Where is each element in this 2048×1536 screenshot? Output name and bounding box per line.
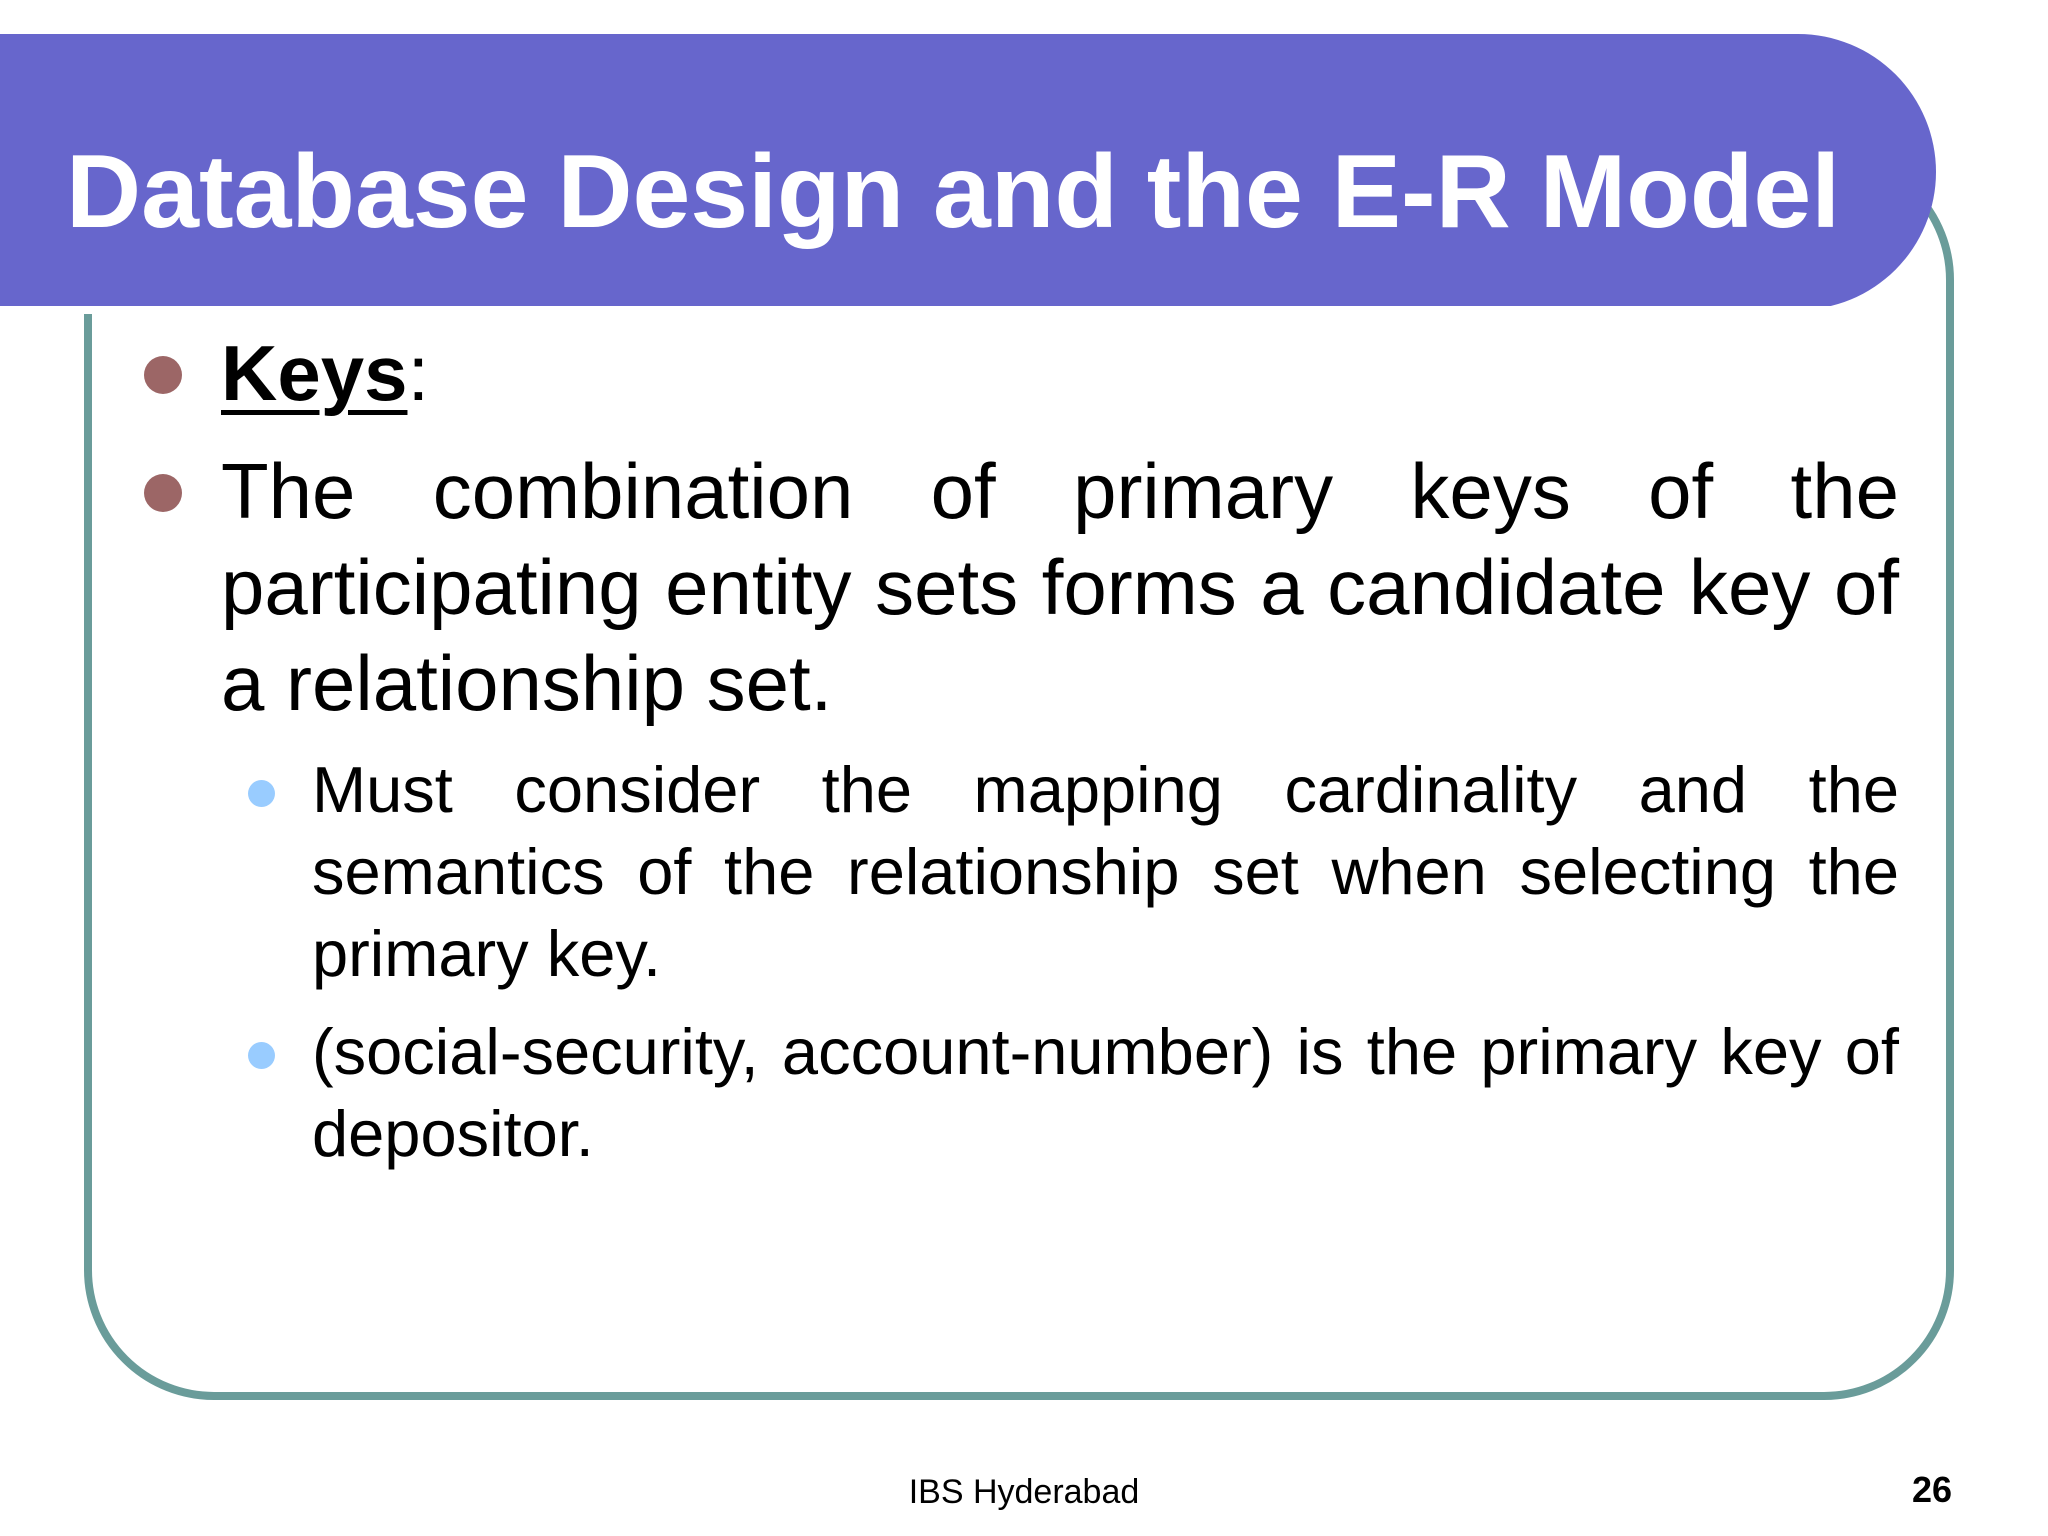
- bullet-keys: [221, 325, 1899, 421]
- bullet-candidate-key: The combination of primary keys of the participating entity sets forms a candidate key of a relationship set.: [221, 447, 1899, 727]
- sub-bullet-depositor-key: (social-security, account-number) is the primary key of depositor.: [312, 1015, 1899, 1170]
- keys-label: Keys: [221, 329, 408, 417]
- bullet-dot-icon: [144, 474, 182, 512]
- bullet-dot-icon: [144, 356, 182, 394]
- sub-bullet-dot-icon: [248, 780, 275, 807]
- keys-colon: :: [407, 329, 430, 417]
- sub-bullet-mapping-cardinality: Must consider the mapping cardinality and the semantics of the relationship set when selecting the primary key.: [312, 753, 1899, 990]
- page-number: 26: [1911, 1469, 1952, 1510]
- slide-title: Database Design and the E-R Model: [66, 134, 1841, 250]
- footer-text: IBS Hyderabad: [908, 1473, 1140, 1511]
- sub-bullet-dot-icon: [248, 1042, 275, 1069]
